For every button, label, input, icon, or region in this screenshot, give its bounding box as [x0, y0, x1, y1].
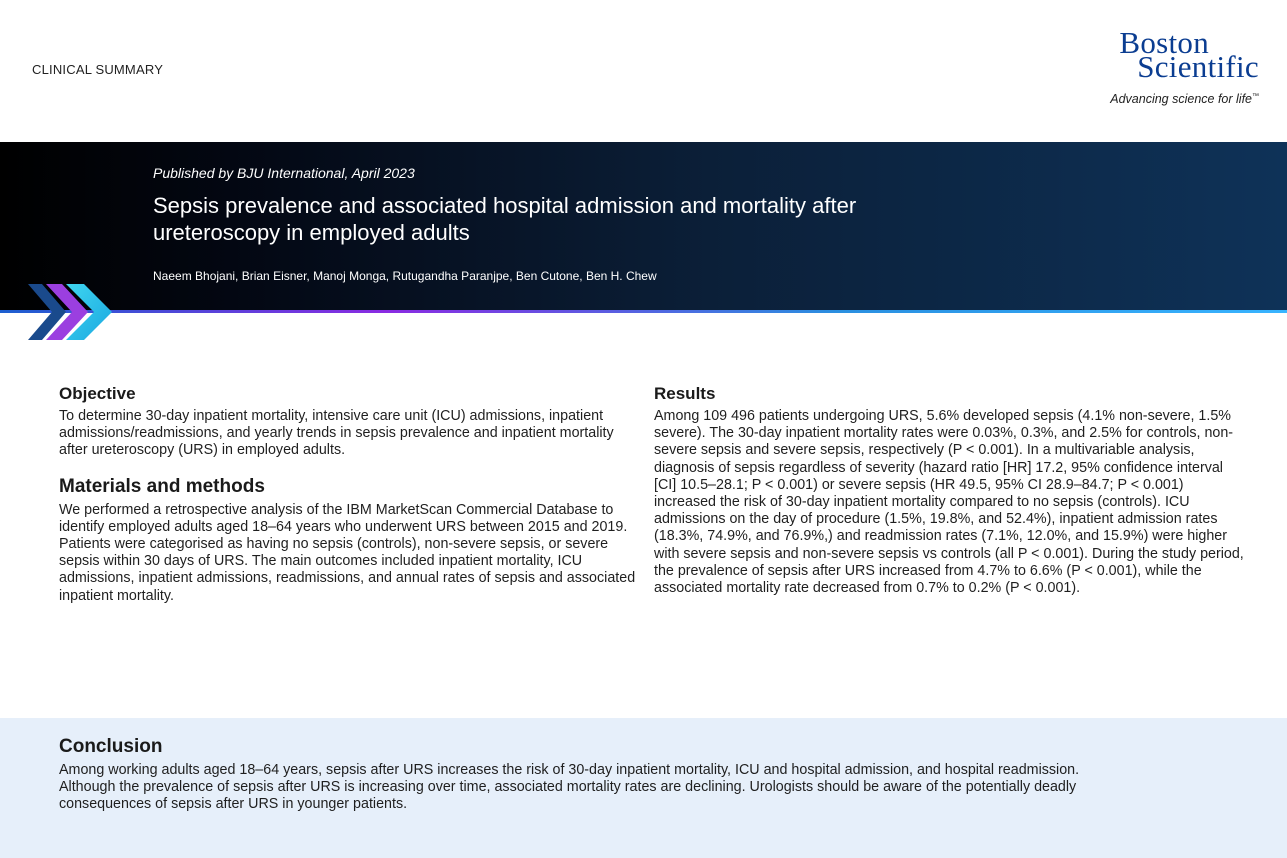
- methods-text: We performed a retrospective analysis of the IBM MarketScan Commercial Database to identify employed adults aged 18–64 years who underwent URS between 2015 and 2019. Patients were categorised as having no sepsis (controls), non-severe sepsis, or severe sepsis within 30 days of URS. The main outcomes included inpatient mortality, ICU admissions, inpatient admissions, readmissions, and annual rates of sepsis and associated inpatient mortality.: [59, 501, 636, 604]
- conclusion-text: Among working adults aged 18–64 years, sepsis after URS increases the risk of 30-day inpatient mortality, ICU and hospital admission, and hospital readmission. Although the prevalence of sepsis after URS is increasing over time, associated mortality rates are declining. Urologists should be aware of the potentially deadly consequences of sepsis after URS in younger patients.: [59, 762, 1080, 813]
- document-type-label: CLINICAL SUMMARY: [32, 62, 164, 77]
- objective-heading: Objective: [59, 384, 136, 403]
- publication-info: Published by BJU International, April 2023: [153, 165, 415, 181]
- chevron-arrows-icon: [28, 278, 118, 346]
- article-title: Sepsis prevalence and associated hospital admission and mortality after ureteroscopy in employed adults: [153, 193, 857, 245]
- banner-accent-line: [0, 310, 1287, 313]
- logo-trademark: ™: [1252, 92, 1259, 100]
- objective-text: To determine 30-day inpatient mortality, intensive care unit (ICU) admissions, inpatient admissions/readmissions, and yearly trends in sepsis prevalence and inpatient mortality after ureteroscopy (URS) in employed adults.: [59, 408, 614, 459]
- logo-tagline-text: Advancing science for life: [1110, 92, 1252, 106]
- left-column: [59, 384, 637, 605]
- logo-wordmark-line2: Scientific: [1137, 49, 1259, 84]
- author-list: Naeem Bhojani, Brian Eisner, Manoj Monga, Rutugandha Paranjpe, Ben Cutone, Ben H. Chew: [153, 269, 657, 283]
- conclusion-heading: Conclusion: [59, 736, 163, 757]
- boston-scientific-logo: [1059, 25, 1259, 113]
- logo-tagline: [1110, 92, 1259, 106]
- methods-heading: Materials and methods: [59, 475, 265, 497]
- logo-wordmark-line1: Boston: [1119, 25, 1209, 60]
- results-text: Among 109 496 patients undergoing URS, 5.6% developed sepsis (4.1% non-severe, 1.5% severe). The 30-day inpatient mortality rates were 0.03%, 0.3%, and 2.5% for controls, non-severe sepsis and severe sepsis, respectively (P < 0.001). In a multivariable analysis, diagnosis of sepsis regardless of severity (hazard ratio [HR] 17.2, 95% confidence interval [CI] 10.5–28.1; P < 0.001) or severe sepsis (HR 49.5, 95% CI 28.9–84.7; P < 0.001) increased the risk of 30-day inpatient mortality compared to no sepsis (controls). ICU admissions on the day of procedure (1.5%, 19.8%, and 52.4%), inpatient admission rates (18.3%, 74.9%, and 76.9%,) and readmission rates (7.1%, 12.0%, and 15.9%) were higher with severe sepsis and non-severe sepsis vs controls (all P < 0.001). During the study period, the prevalence of sepsis after URS increased from 4.7% to 6.6% (P < 0.001), while the associated mortality rate decreased from 0.7% to 0.2% (P < 0.001).: [654, 408, 1244, 597]
- conclusion-panel: [0, 718, 1287, 858]
- results-heading: Results: [654, 384, 716, 403]
- right-column: [654, 384, 1244, 597]
